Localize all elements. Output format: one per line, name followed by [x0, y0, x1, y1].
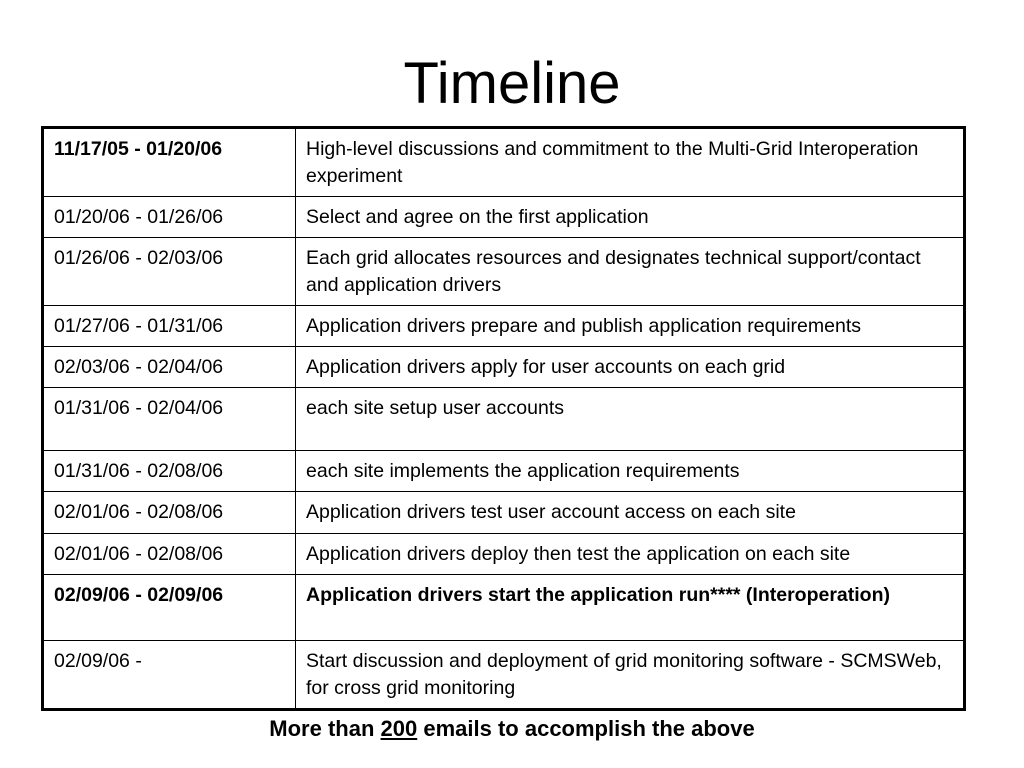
table-row: [43, 128, 965, 197]
date-cell: 01/27/06 - 01/31/06: [43, 306, 296, 347]
footer-prefix: More than: [269, 716, 381, 741]
description-cell: Application drivers test user account access on each site: [296, 492, 965, 534]
date-cell: 01/31/06 - 02/04/06: [43, 388, 296, 451]
footer-highlight: 200: [380, 716, 418, 741]
description-cell: Application drivers start the application run**** (Interoperation): [296, 575, 965, 641]
description-cell: Application drivers deploy then test the application on each site: [296, 534, 965, 575]
date-cell: 02/01/06 - 02/08/06: [43, 534, 296, 575]
table-row: [43, 388, 965, 451]
description-cell: Application drivers prepare and publish application requirements: [296, 306, 965, 347]
slide-title: Timeline: [403, 51, 621, 116]
footer-note: [0, 713, 1024, 745]
description-cell: each site implements the application requirements: [296, 451, 965, 492]
footer-suffix: emails to accomplish the above: [417, 716, 755, 741]
table-row: [43, 197, 965, 238]
date-cell: 11/17/05 - 01/20/06: [43, 128, 296, 197]
table-row: [43, 347, 965, 388]
date-cell: 01/20/06 - 01/26/06: [43, 197, 296, 238]
date-cell: 02/09/06 - 02/09/06: [43, 575, 296, 641]
description-cell: Each grid allocates resources and designates technical support/contact and application drivers: [296, 238, 965, 306]
date-cell: 02/03/06 - 02/04/06: [43, 347, 296, 388]
date-cell: 01/26/06 - 02/03/06: [43, 238, 296, 306]
table-row: [43, 534, 965, 575]
table-row: [43, 492, 965, 534]
date-cell: 01/31/06 - 02/08/06: [43, 451, 296, 492]
description-cell: Select and agree on the first application: [296, 197, 965, 238]
description-cell: Application drivers apply for user accounts on each grid: [296, 347, 965, 388]
date-cell: 02/01/06 - 02/08/06: [43, 492, 296, 534]
description-cell: each site setup user accounts: [296, 388, 965, 451]
table-row: [43, 641, 965, 710]
date-cell: 02/09/06 -: [43, 641, 296, 710]
table-row: [43, 451, 965, 492]
table-row: [43, 238, 965, 306]
description-cell: High-level discussions and commitment to the Multi-Grid Interoperation experiment: [296, 128, 965, 197]
description-cell: Start discussion and deployment of grid monitoring software - SCMSWeb, for cross grid monitoring: [296, 641, 965, 710]
table-row: [43, 306, 965, 347]
timeline-table: [41, 126, 966, 711]
table-row: [43, 575, 965, 641]
